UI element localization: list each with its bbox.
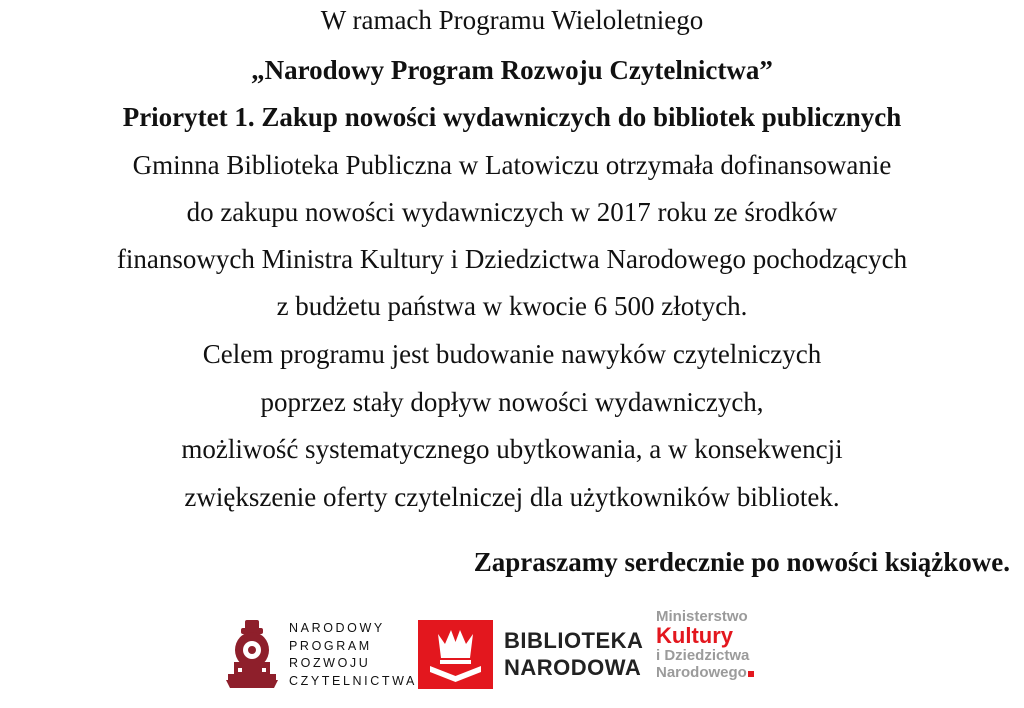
ministry-line-kultury: Kultury — [656, 623, 733, 648]
ministry-line: Ministerstwo — [656, 608, 748, 625]
body-line-8: zwiększenie oferty czytelniczej dla użytkowników bibliotek. — [184, 482, 840, 512]
intro-line: W ramach Programu Wieloletniego — [320, 5, 704, 35]
npr-line: NARODOWY — [289, 621, 385, 635]
ministry-line: Narodowego — [656, 664, 747, 681]
program-name: „Narodowy Program Rozwoju Czytelnictwa” — [251, 55, 773, 85]
ministry-line: i Dziedzictwa — [656, 647, 750, 664]
body-line-3: finansowych Ministra Kultury i Dziedzictwa Narodowego pochodzących — [116, 244, 908, 274]
npr-line: CZYTELNICTWA — [289, 673, 417, 688]
body-line-7: możliwość systematycznego ubytkowania, a w konsekwencji — [181, 434, 843, 464]
npr-locomotive-icon — [224, 618, 282, 690]
body-line-5: Celem programu jest budowanie nawyków czytelniczych — [202, 339, 822, 369]
body-line-6: poprzez stały dopływ nowości wydawniczych, — [260, 387, 764, 417]
bn-wordmark — [504, 627, 643, 681]
ministry-line-last — [656, 664, 754, 681]
closing-invitation: Zapraszamy serdecznie po nowości książkowe. — [473, 547, 1010, 577]
red-dot-icon — [748, 671, 754, 677]
npr-line: ROZWOJU — [289, 656, 371, 670]
bn-line: BIBLIOTEKA — [504, 628, 644, 653]
body-line-1: Gminna Biblioteka Publiczna w Latowiczu otrzymała dofinansowanie — [132, 150, 892, 180]
body-line-4: z budżetu państwa w kwocie 6 500 złotych. — [276, 291, 748, 321]
bn-line: NARODOWA — [504, 655, 642, 680]
npr-line: PROGRAM — [289, 638, 372, 653]
bn-logo-square — [418, 620, 493, 689]
ministry-logo — [656, 608, 754, 681]
body-line-2: do zakupu nowości wydawniczych w 2017 roku ze środków — [186, 197, 838, 227]
npr-wordmark — [289, 620, 417, 690]
crown-book-icon — [418, 620, 493, 689]
priority-heading: Priorytet 1. Zakup nowości wydawniczych do bibliotek publicznych — [122, 102, 902, 132]
